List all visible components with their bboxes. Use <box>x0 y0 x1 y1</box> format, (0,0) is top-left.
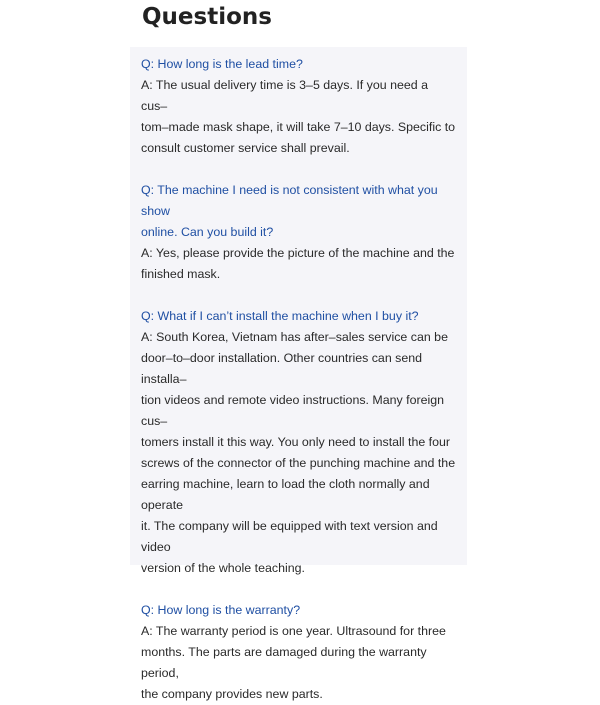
faq-question: Q: How long is the warranty? <box>141 603 301 617</box>
faq-answer-line: months. The parts are damaged during the warranty period, <box>141 645 427 680</box>
faq-item-installation <box>141 306 456 579</box>
faq-answer-line: tom–made mask shape, it will take 7–10 days. Specific to <box>141 120 456 134</box>
faq-answer-line: A: The usual delivery time is 3–5 days. If you need a cus– <box>141 78 428 113</box>
faq-answer-line: the company provides new parts. <box>141 687 323 701</box>
faq-answer-line: A: The warranty period is one year. Ultrasound for three <box>141 624 446 638</box>
faq-item-custom-build <box>141 180 456 285</box>
faq-answer-line: screws of the connector of the punching machine and the <box>141 456 456 470</box>
faq-item-warranty <box>141 600 456 705</box>
faq-box <box>130 47 467 701</box>
faq-answer-line: door–to–door installation. Other countries can send installa– <box>141 351 423 386</box>
faq-question: Q: What if I can’t install the machine when I buy it? <box>141 309 419 323</box>
faq-item-lead-time <box>141 54 456 159</box>
faq-answer-line: A: South Korea, Vietnam has after–sales service can be <box>141 330 448 344</box>
faq-answer-line: tion videos and remote video instructions. Many foreign cus– <box>141 393 445 428</box>
faq-answer-line: consult customer service shall prevail. <box>141 141 350 155</box>
faq-answer-line: version of the whole teaching. <box>141 561 305 575</box>
faq-answer-line: earring machine, learn to load the cloth normally and operate <box>141 477 430 512</box>
faq-answer-line: it. The company will be equipped with text version and video <box>141 519 438 554</box>
faq-answer-line: A: Yes, please provide the picture of the machine and the <box>141 246 455 260</box>
faq-question-line: online. Can you build it? <box>141 225 274 239</box>
heading-clipped-line <box>142 0 368 2</box>
faq-question: Q: How long is the lead time? <box>141 57 303 71</box>
faq-answer-line: tomers install it this way. You only need to install the four <box>141 435 451 449</box>
faq-question-line: Q: The machine I need is not consistent with what you show <box>141 183 438 218</box>
faq-answer-line: finished mask. <box>141 267 221 281</box>
page-heading: Questions <box>142 4 272 30</box>
